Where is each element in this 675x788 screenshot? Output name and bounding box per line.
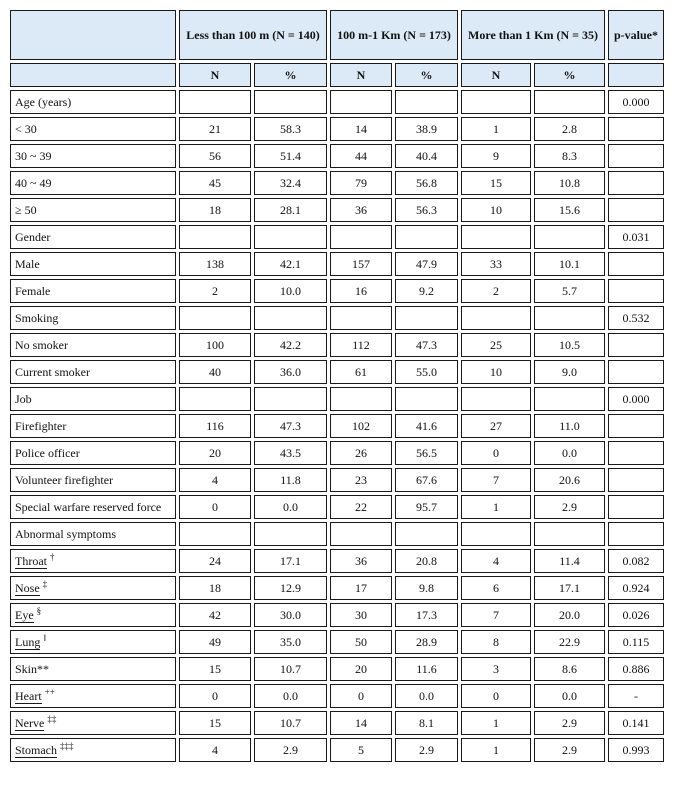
percent-cell: 28.9 <box>395 630 458 654</box>
count-cell: 36 <box>330 549 392 573</box>
percent-cell: 17.1 <box>534 576 605 600</box>
count-cell: 4 <box>179 468 251 492</box>
row-label-cell <box>10 225 176 249</box>
percent-cell: 42.2 <box>254 333 327 357</box>
count-cell <box>330 522 392 546</box>
count-cell <box>179 90 251 114</box>
count-cell: 1 <box>461 738 531 762</box>
row-label: 30 ~ 39 <box>15 148 52 163</box>
row-label-cell <box>10 576 176 600</box>
header-group-3: More than 1 Km (N = 35) <box>461 10 605 60</box>
percent-cell <box>534 306 605 330</box>
percent-cell: 9.0 <box>534 360 605 384</box>
count-cell: 20 <box>330 657 392 681</box>
count-cell: 24 <box>179 549 251 573</box>
subheader-row <box>10 63 664 87</box>
count-cell: 7 <box>461 603 531 627</box>
percent-cell: 12.9 <box>254 576 327 600</box>
subheader-pvalue-blank <box>608 63 664 87</box>
count-cell: 79 <box>330 171 392 195</box>
subheader-percent: % <box>534 63 605 87</box>
count-cell: 4 <box>179 738 251 762</box>
count-cell: 20 <box>179 441 251 465</box>
percent-cell: 0.0 <box>534 441 605 465</box>
row-label-cell <box>10 144 176 168</box>
footnote-marker: § <box>36 605 42 616</box>
table-row <box>10 360 664 384</box>
percent-cell: 17.3 <box>395 603 458 627</box>
percent-cell <box>534 522 605 546</box>
count-cell: 15 <box>461 171 531 195</box>
pvalue-cell <box>608 117 664 141</box>
percent-cell: 30.0 <box>254 603 327 627</box>
count-cell: 16 <box>330 279 392 303</box>
table-row <box>10 144 664 168</box>
subheader-percent: % <box>254 63 327 87</box>
percent-cell: 20.0 <box>534 603 605 627</box>
count-cell: 10 <box>461 198 531 222</box>
percent-cell: 10.1 <box>534 252 605 276</box>
row-label-cell <box>10 495 176 519</box>
subheader-n: N <box>461 63 531 87</box>
percent-cell: 36.0 <box>254 360 327 384</box>
percent-cell <box>254 522 327 546</box>
table-row <box>10 279 664 303</box>
pvalue-cell: 0.141 <box>608 711 664 735</box>
pvalue-cell <box>608 495 664 519</box>
table-row <box>10 549 664 573</box>
count-cell <box>461 522 531 546</box>
percent-cell: 56.5 <box>395 441 458 465</box>
pvalue-cell <box>608 198 664 222</box>
count-cell <box>461 306 531 330</box>
table-row <box>10 306 664 330</box>
table-row <box>10 441 664 465</box>
table-row <box>10 630 664 654</box>
count-cell: 42 <box>179 603 251 627</box>
count-cell: 0 <box>179 495 251 519</box>
count-cell: 2 <box>179 279 251 303</box>
subheader-n: N <box>330 63 392 87</box>
row-label-cell <box>10 441 176 465</box>
percent-cell: 55.0 <box>395 360 458 384</box>
count-cell: 2 <box>461 279 531 303</box>
row-label-cell <box>10 90 176 114</box>
percent-cell: 42.1 <box>254 252 327 276</box>
percent-cell: 22.9 <box>534 630 605 654</box>
row-label: Age (years) <box>15 94 72 109</box>
percent-cell: 10.7 <box>254 711 327 735</box>
percent-cell: 67.6 <box>395 468 458 492</box>
row-label: Police officer <box>15 445 80 460</box>
percent-cell: 58.3 <box>254 117 327 141</box>
count-cell: 30 <box>330 603 392 627</box>
percent-cell <box>395 90 458 114</box>
row-label-cell <box>10 306 176 330</box>
percent-cell <box>254 225 327 249</box>
row-label: Current smoker <box>15 364 90 379</box>
percent-cell: 32.4 <box>254 171 327 195</box>
percent-cell: 11.8 <box>254 468 327 492</box>
table-row <box>10 657 664 681</box>
subheader-corner <box>10 63 176 87</box>
row-label: Abnormal symptoms <box>15 526 116 541</box>
row-label-cell <box>10 387 176 411</box>
percent-cell: 11.0 <box>534 414 605 438</box>
percent-cell <box>395 522 458 546</box>
footnote-marker: † <box>50 551 55 562</box>
count-cell: 6 <box>461 576 531 600</box>
table-row <box>10 576 664 600</box>
row-label-cell <box>10 522 176 546</box>
count-cell: 138 <box>179 252 251 276</box>
header-corner <box>10 10 176 60</box>
count-cell: 45 <box>179 171 251 195</box>
table-row <box>10 225 664 249</box>
subheader-percent: % <box>395 63 458 87</box>
row-label: Skin** <box>15 661 50 676</box>
percent-cell: 56.8 <box>395 171 458 195</box>
count-cell: 10 <box>461 360 531 384</box>
percent-cell: 9.8 <box>395 576 458 600</box>
count-cell <box>179 306 251 330</box>
percent-cell <box>534 387 605 411</box>
count-cell: 1 <box>461 711 531 735</box>
row-label: Male <box>15 256 40 271</box>
row-label-cell <box>10 333 176 357</box>
table-row <box>10 414 664 438</box>
count-cell <box>179 225 251 249</box>
row-label: Eye <box>15 607 34 622</box>
count-cell: 40 <box>179 360 251 384</box>
percent-cell: 95.7 <box>395 495 458 519</box>
count-cell <box>461 387 531 411</box>
count-cell: 102 <box>330 414 392 438</box>
count-cell: 36 <box>330 198 392 222</box>
row-label-cell <box>10 414 176 438</box>
count-cell: 1 <box>461 117 531 141</box>
percent-cell: 2.9 <box>534 711 605 735</box>
percent-cell: 2.9 <box>534 495 605 519</box>
header-row <box>10 10 664 60</box>
row-label-cell <box>10 549 176 573</box>
percent-cell: 35.0 <box>254 630 327 654</box>
row-label-cell <box>10 657 176 681</box>
count-cell: 8 <box>461 630 531 654</box>
pvalue-cell: 0.886 <box>608 657 664 681</box>
percent-cell: 38.9 <box>395 117 458 141</box>
table-row <box>10 387 664 411</box>
pvalue-cell: - <box>608 684 664 708</box>
percent-cell: 10.8 <box>534 171 605 195</box>
percent-cell: 51.4 <box>254 144 327 168</box>
percent-cell: 2.9 <box>534 738 605 762</box>
row-label: Stomach <box>15 742 57 757</box>
percent-cell <box>254 387 327 411</box>
subheader-n: N <box>179 63 251 87</box>
percent-cell <box>254 90 327 114</box>
pvalue-cell: 0.000 <box>608 387 664 411</box>
row-label: Lung <box>15 634 41 649</box>
percent-cell: 9.2 <box>395 279 458 303</box>
count-cell: 5 <box>330 738 392 762</box>
pvalue-cell: 0.031 <box>608 225 664 249</box>
percent-cell: 15.6 <box>534 198 605 222</box>
row-label: ≥ 50 <box>15 202 37 217</box>
percent-cell: 41.6 <box>395 414 458 438</box>
count-cell: 0 <box>179 684 251 708</box>
count-cell <box>330 387 392 411</box>
pvalue-cell: 0.026 <box>608 603 664 627</box>
count-cell: 17 <box>330 576 392 600</box>
count-cell <box>461 225 531 249</box>
pvalue-cell: 0.000 <box>608 90 664 114</box>
footnote-marker: ++ <box>44 686 55 697</box>
table-row <box>10 603 664 627</box>
pvalue-cell <box>608 144 664 168</box>
count-cell: 56 <box>179 144 251 168</box>
count-cell: 0 <box>330 684 392 708</box>
pvalue-cell <box>608 171 664 195</box>
percent-cell: 0.0 <box>395 684 458 708</box>
pvalue-cell <box>608 414 664 438</box>
row-label-cell <box>10 684 176 708</box>
count-cell <box>330 90 392 114</box>
pvalue-cell: 0.993 <box>608 738 664 762</box>
pvalue-cell: 0.924 <box>608 576 664 600</box>
footnote-marker: ‡‡ <box>47 713 57 724</box>
pvalue-cell: 0.082 <box>608 549 664 573</box>
percent-cell <box>254 306 327 330</box>
row-label: Job <box>15 391 32 406</box>
table-row <box>10 495 664 519</box>
count-cell: 116 <box>179 414 251 438</box>
row-label: < 30 <box>15 121 37 136</box>
percent-cell: 47.3 <box>254 414 327 438</box>
row-label: No smoker <box>15 337 68 352</box>
percent-cell: 40.4 <box>395 144 458 168</box>
percent-cell: 2.9 <box>254 738 327 762</box>
count-cell: 14 <box>330 117 392 141</box>
row-label-cell <box>10 252 176 276</box>
row-label: Special warfare reserved force <box>15 499 162 514</box>
percent-cell <box>534 90 605 114</box>
footnote-marker: ‖ <box>43 632 46 643</box>
percent-cell: 2.8 <box>534 117 605 141</box>
header-pvalue: p-value* <box>608 10 664 60</box>
row-label: Heart <box>15 688 42 703</box>
count-cell <box>330 306 392 330</box>
percent-cell: 5.7 <box>534 279 605 303</box>
row-label-cell <box>10 360 176 384</box>
row-label: Nerve <box>15 715 45 730</box>
count-cell <box>330 225 392 249</box>
table-row <box>10 711 664 735</box>
count-cell: 4 <box>461 549 531 573</box>
table-row <box>10 117 664 141</box>
pvalue-cell <box>608 333 664 357</box>
row-label: 40 ~ 49 <box>15 175 52 190</box>
count-cell: 0 <box>461 441 531 465</box>
row-label-cell <box>10 279 176 303</box>
count-cell: 18 <box>179 576 251 600</box>
pvalue-cell: 0.532 <box>608 306 664 330</box>
table-row <box>10 684 664 708</box>
table-row <box>10 252 664 276</box>
percent-cell <box>534 225 605 249</box>
pvalue-cell <box>608 279 664 303</box>
count-cell: 27 <box>461 414 531 438</box>
percent-cell: 0.0 <box>534 684 605 708</box>
percent-cell: 10.5 <box>534 333 605 357</box>
table-row <box>10 90 664 114</box>
pvalue-cell <box>608 441 664 465</box>
row-label: Nose <box>15 580 40 595</box>
percent-cell <box>395 225 458 249</box>
row-label-cell <box>10 171 176 195</box>
count-cell: 50 <box>330 630 392 654</box>
count-cell: 112 <box>330 333 392 357</box>
table-row <box>10 198 664 222</box>
percent-cell: 56.3 <box>395 198 458 222</box>
count-cell: 14 <box>330 711 392 735</box>
row-label: Smoking <box>15 310 59 325</box>
count-cell: 44 <box>330 144 392 168</box>
pvalue-cell: 0.115 <box>608 630 664 654</box>
count-cell <box>179 522 251 546</box>
percent-cell: 43.5 <box>254 441 327 465</box>
percent-cell: 8.3 <box>534 144 605 168</box>
table-row <box>10 171 664 195</box>
count-cell: 49 <box>179 630 251 654</box>
percent-cell: 47.3 <box>395 333 458 357</box>
count-cell: 22 <box>330 495 392 519</box>
table-row <box>10 468 664 492</box>
percent-cell: 17.1 <box>254 549 327 573</box>
count-cell: 1 <box>461 495 531 519</box>
count-cell <box>179 387 251 411</box>
percent-cell: 10.0 <box>254 279 327 303</box>
table-row <box>10 522 664 546</box>
percent-cell: 47.9 <box>395 252 458 276</box>
count-cell: 23 <box>330 468 392 492</box>
table-row <box>10 333 664 357</box>
pvalue-cell <box>608 252 664 276</box>
row-label-cell <box>10 468 176 492</box>
row-label: Firefighter <box>15 418 67 433</box>
count-cell: 21 <box>179 117 251 141</box>
row-label-cell <box>10 711 176 735</box>
pvalue-cell <box>608 522 664 546</box>
count-cell: 26 <box>330 441 392 465</box>
table-container <box>7 7 667 765</box>
row-label: Volunteer firefighter <box>15 472 114 487</box>
percent-cell: 10.7 <box>254 657 327 681</box>
percent-cell <box>395 306 458 330</box>
row-label: Female <box>15 283 51 298</box>
count-cell: 157 <box>330 252 392 276</box>
row-label-cell <box>10 630 176 654</box>
footnote-marker: ‡ <box>42 578 48 589</box>
percent-cell: 8.6 <box>534 657 605 681</box>
percent-cell: 11.6 <box>395 657 458 681</box>
count-cell: 0 <box>461 684 531 708</box>
percent-cell: 8.1 <box>395 711 458 735</box>
count-cell: 9 <box>461 144 531 168</box>
row-label-cell <box>10 603 176 627</box>
count-cell: 7 <box>461 468 531 492</box>
header-group-2: 100 m-1 Km (N = 173) <box>330 10 458 60</box>
count-cell: 100 <box>179 333 251 357</box>
data-table <box>7 7 667 765</box>
header-group-1: Less than 100 m (N = 140) <box>179 10 327 60</box>
count-cell: 3 <box>461 657 531 681</box>
row-label-cell <box>10 738 176 762</box>
row-label-cell <box>10 117 176 141</box>
count-cell: 33 <box>461 252 531 276</box>
percent-cell: 2.9 <box>395 738 458 762</box>
pvalue-cell <box>608 360 664 384</box>
count-cell: 18 <box>179 198 251 222</box>
count-cell: 61 <box>330 360 392 384</box>
table-row <box>10 738 664 762</box>
footnote-marker: ‡‡‡ <box>60 740 74 751</box>
count-cell: 25 <box>461 333 531 357</box>
count-cell <box>461 90 531 114</box>
row-label: Gender <box>15 229 51 244</box>
percent-cell: 20.8 <box>395 549 458 573</box>
percent-cell: 20.6 <box>534 468 605 492</box>
row-label-cell <box>10 198 176 222</box>
percent-cell: 0.0 <box>254 495 327 519</box>
row-label: Throat <box>15 553 47 568</box>
table-body <box>10 90 664 762</box>
pvalue-cell <box>608 468 664 492</box>
count-cell: 15 <box>179 657 251 681</box>
percent-cell: 11.4 <box>534 549 605 573</box>
percent-cell: 28.1 <box>254 198 327 222</box>
percent-cell <box>395 387 458 411</box>
percent-cell: 0.0 <box>254 684 327 708</box>
count-cell: 15 <box>179 711 251 735</box>
